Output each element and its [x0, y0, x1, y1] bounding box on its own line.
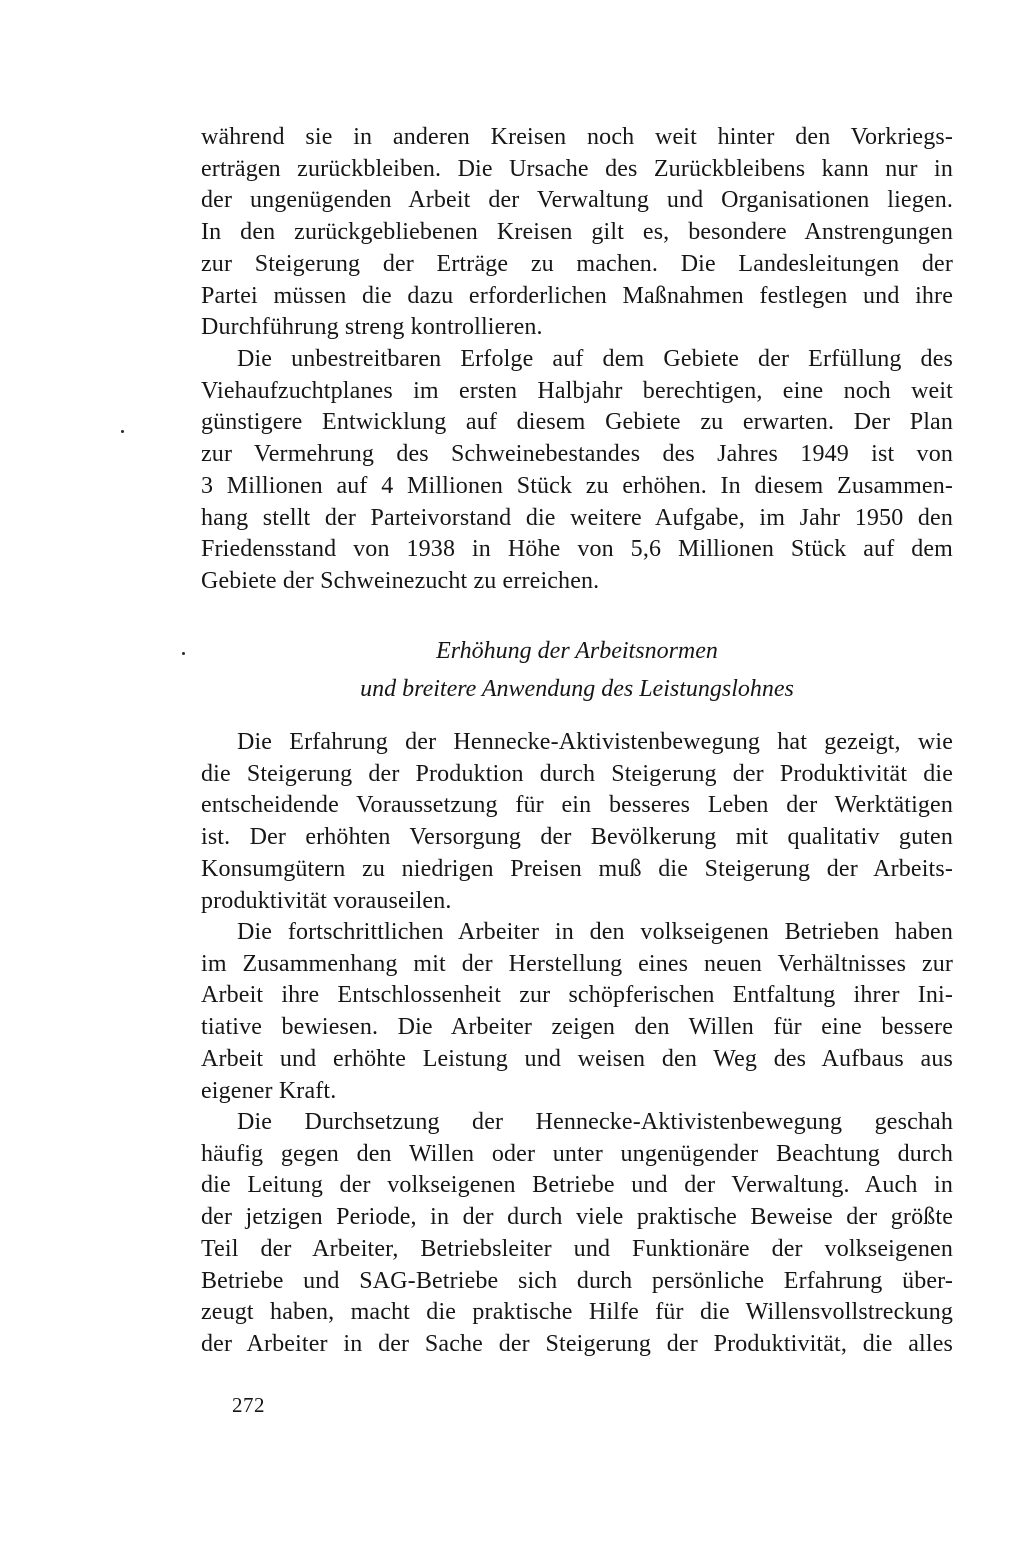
text-line: zur Steigerung der Erträge zu machen. Die Landesleitungen der	[201, 250, 953, 277]
text-line: erträgen zurückbleiben. Die Ursache des Zurückbleibens kann nur in	[201, 155, 953, 182]
page-number: 272	[232, 1393, 265, 1417]
text-line: der ungenügenden Arbeit der Verwaltung und Organisationen liegen.	[201, 187, 953, 214]
heading-line: Erhöhung der Arbeitsnormen	[436, 638, 718, 664]
text-line: zeugt haben, macht die praktische Hilfe für die Willensvollstreckung	[201, 1299, 953, 1326]
text-line: Die fortschrittlichen Arbeiter in den volkseigenen Betrieben haben	[237, 919, 953, 945]
text-line: Partei müssen die dazu erforderlichen Maßnahmen festlegen und ihre	[201, 282, 953, 309]
paragraph-1	[201, 122, 953, 344]
paragraph-4	[201, 917, 953, 1107]
text-line: im Zusammenhang mit der Herstellung eines neuen Verhältnisses zur	[201, 950, 953, 977]
text-line: Gebiete der Schweinezucht zu erreichen.	[201, 567, 600, 594]
scan-speck	[121, 430, 124, 433]
text-line: Die unbestreitbaren Erfolge auf dem Gebiete der Erfüllung des	[237, 346, 953, 372]
section-heading	[201, 632, 953, 708]
text-line: In den zurückgebliebenen Kreisen gilt es, besondere Anstrengungen	[201, 219, 953, 246]
text-line: eigener Kraft.	[201, 1077, 337, 1104]
text-line: entscheidende Voraussetzung für ein besseres Leben der Werktätigen	[201, 792, 953, 819]
paragraph-2	[201, 344, 953, 598]
text-line: der Arbeiter in der Sache der Steigerung der Produktivität, die alles	[201, 1330, 953, 1357]
text-line: ist. Der erhöhten Versorgung der Bevölkerung mit qualitativ guten	[201, 824, 953, 851]
text-line: Friedensstand von 1938 in Höhe von 5,6 Millionen Stück auf dem	[201, 536, 953, 563]
paragraph-3	[201, 727, 953, 917]
text-line: produktivität vorauseilen.	[201, 887, 452, 914]
text-line: Arbeit und erhöhte Leistung und weisen den Weg des Aufbaus aus	[201, 1045, 953, 1072]
text-line: Konsumgütern zu niedrigen Preisen muß die Steigerung der Arbeits-	[201, 855, 953, 882]
text-line: die Leitung der volkseigenen Betriebe und der Verwaltung. Auch in	[201, 1172, 953, 1199]
text-line: Die Erfahrung der Hennecke-Aktivistenbewegung hat gezeigt, wie	[237, 729, 953, 755]
text-line: Arbeit ihre Entschlossenheit zur schöpferischen Entfaltung ihrer Ini-	[201, 982, 953, 1009]
heading-line: und breitere Anwendung des Leistungslohnes	[360, 676, 794, 702]
text-line: zur Vermehrung des Schweinebestandes des Jahres 1949 ist von	[201, 441, 953, 468]
text-line: Viehaufzuchtplanes im ersten Halbjahr berechtigen, eine noch weit	[201, 377, 953, 404]
text-line: Betriebe und SAG-Betriebe sich durch persönliche Erfahrung über-	[201, 1267, 953, 1294]
text-line: Teil der Arbeiter, Betriebsleiter und Funktionäre der volkseigenen	[201, 1235, 953, 1262]
text-line: tiative bewiesen. Die Arbeiter zeigen den Willen für eine bessere	[201, 1014, 953, 1041]
text-line: die Steigerung der Produktion durch Steigerung der Produktivität die	[201, 760, 953, 787]
text-line: 3 Millionen auf 4 Millionen Stück zu erhöhen. In diesem Zusammen-	[201, 472, 953, 499]
text-line: hang stellt der Parteivorstand die weitere Aufgabe, im Jahr 1950 den	[201, 504, 953, 531]
text-line: der jetzigen Periode, in der durch viele praktische Beweise der größte	[201, 1204, 953, 1231]
paragraph-5	[201, 1107, 953, 1361]
text-line: Durchführung streng kontrollieren.	[201, 314, 543, 341]
text-line: günstigere Entwicklung auf diesem Gebiete zu erwarten. Der Plan	[201, 409, 953, 436]
text-line: häufig gegen den Willen oder unter ungenügender Beachtung durch	[201, 1140, 953, 1167]
text-line: während sie in anderen Kreisen noch weit hinter den Vorkriegs-	[201, 124, 953, 150]
text-line: Die Durchsetzung der Hennecke-Aktivistenbewegung geschah	[237, 1109, 953, 1135]
scan-speck	[182, 652, 185, 655]
